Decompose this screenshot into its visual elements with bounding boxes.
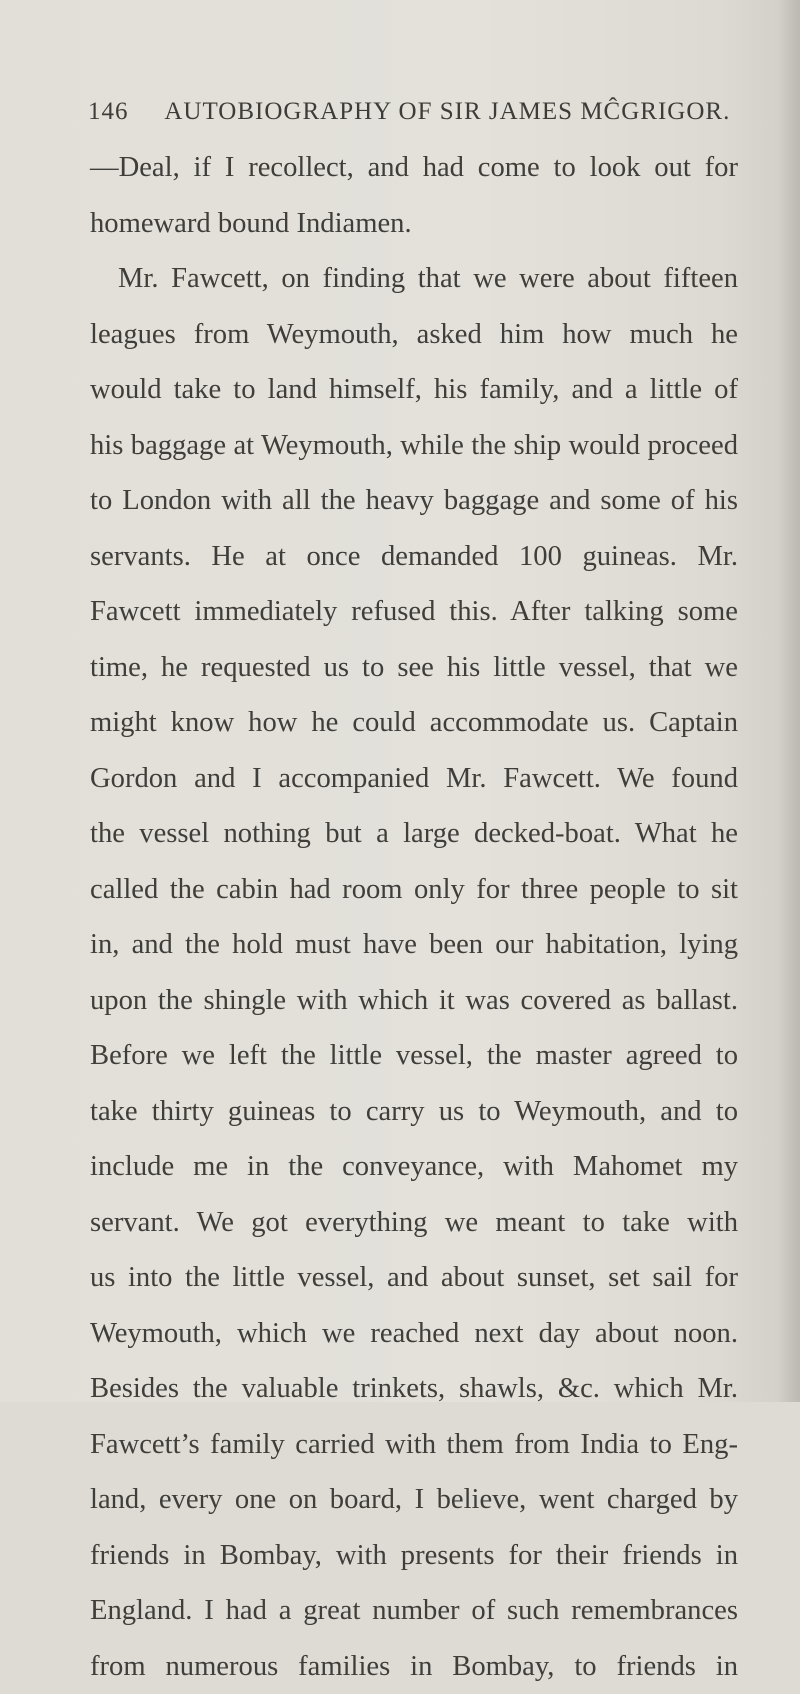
text-line: land, every one on board, I believe, went charged by xyxy=(90,1472,738,1528)
text-line: Before we left the little vessel, the master agreed to xyxy=(90,1028,738,1084)
text-line: his baggage at Weymouth, while the ship would proceed xyxy=(90,418,738,474)
text-line: Fawcett immediately refused this. After talking some xyxy=(90,584,738,640)
text-line: leagues from Weymouth, asked him how much he xyxy=(90,307,738,363)
text-line: in, and the hold must have been our habitation, lying xyxy=(90,917,738,973)
text-line: servant. We got everything we meant to take with xyxy=(90,1195,738,1251)
running-header xyxy=(88,98,728,126)
text-line: upon the shingle with which it was covered as ballast. xyxy=(90,973,738,1029)
text-line: —Deal, if I recollect, and had come to look out for xyxy=(90,140,738,196)
text-line: us into the little vessel, and about sunset, set sail for xyxy=(90,1250,738,1306)
page-number: 146 xyxy=(88,98,129,125)
page-edge-shadow xyxy=(778,0,800,1402)
text-line: time, he requested us to see his little vessel, that we xyxy=(90,640,738,696)
text-line: Weymouth, which we reached next day about noon. xyxy=(90,1306,738,1362)
text-line: homeward bound Indiamen. xyxy=(90,196,738,252)
text-line: from numerous families in Bombay, to friends in xyxy=(90,1639,738,1694)
text-line: would take to land himself, his family, and a little of xyxy=(90,362,738,418)
text-line: might know how he could accommodate us. Captain xyxy=(90,695,738,751)
text-line: include me in the conveyance, with Mahomet my xyxy=(90,1139,738,1195)
text-line: Besides the valuable trinkets, shawls, &c. which Mr. xyxy=(90,1361,738,1417)
text-line: Fawcett’s family carried with them from India to Eng- xyxy=(90,1417,738,1473)
text-line: servants. He at once demanded 100 guineas. Mr. xyxy=(90,529,738,585)
running-title: AUTOBIOGRAPHY OF SIR JAMES MĈGRIGOR. xyxy=(164,98,730,125)
text-line: Mr. Fawcett, on finding that we were about fifteen xyxy=(90,251,738,307)
text-line: take thirty guineas to carry us to Weymouth, and to xyxy=(90,1084,738,1140)
text-line: the vessel nothing but a large decked-boat. What he xyxy=(90,806,738,862)
text-line: England. I had a great number of such remembrances xyxy=(90,1583,738,1639)
body-text xyxy=(90,140,738,1694)
text-line: Gordon and I accompanied Mr. Fawcett. We found xyxy=(90,751,738,807)
text-line: friends in Bombay, with presents for their friends in xyxy=(90,1528,738,1584)
text-line: to London with all the heavy baggage and some of his xyxy=(90,473,738,529)
text-line: called the cabin had room only for three people to sit xyxy=(90,862,738,918)
